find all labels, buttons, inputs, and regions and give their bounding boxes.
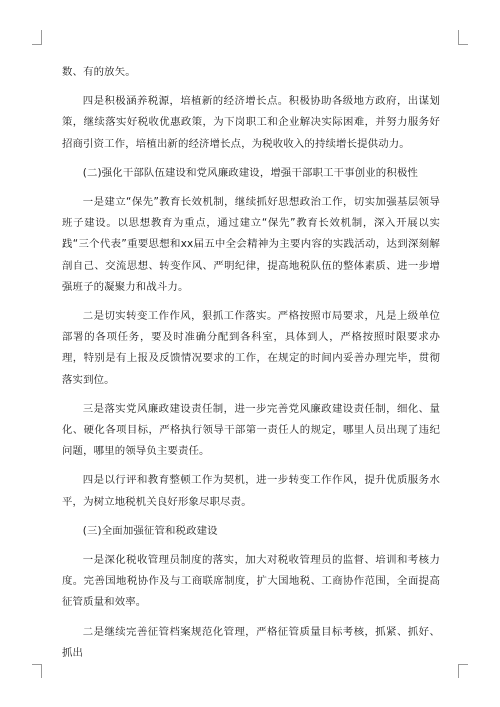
paragraph-2-work-style: 二是切实转变工作作风，狠抓工作落实。严格按照市局要求，凡是上级单位部署的各项任务，要及时准确分配到各科室，具体到人，严格按照时限要求办理，特别是有上报及反馈情况要求的工作，在规定的时间内妥善办理完毕，贯彻落实到位。 [62,310,440,386]
paragraph-1-education: 一是建立“保先”教育长效机制，继续抓好思想政治工作，切实加强基层领导班子建设。以思想教育为重点，通过建立“保先”教育长效机制，深入开展以实践“三个代表”重要思想和xx届五中全会精神为主要内容的实践活动，达到深刻解剖自己、交流思想、转变作风、严明纪律，提高地税队伍的整体素质、进一步增强班子的凝聚力和战斗力。 [62,196,440,293]
section-heading-3: (三)全面加强征管和税政建设 [82,524,218,537]
paragraph-4-service: 四是以行评和教育整顿工作为契机，进一步转变工作作风，提升优质服务水平，为树立地税机关良好形象尽职尽责。 [62,474,440,508]
paragraph-3-integrity: 三是落实党风廉政建设责任制，进一步完善党风廉政建设责任制，细化、量化、硬化各项目标，严格执行领导干部第一责任人的规定，哪里人员出现了违纪问题，哪里的领导负主要责任。 [62,402,440,458]
section-heading-2: (二)强化干部队伍建设和党风廉政建设，增强干部职工干事创业的积极性 [82,166,418,179]
paragraph-continuation: 数、有的放矢。 [62,66,136,78]
document-body [62,62,440,664]
paragraph-1-tax-manager: 一是深化税收管理员制度的落实，加大对税收管理员的监督、培训和考核力度。完善国地税协作及与工商联席制度，扩大国地税、工商协作范围，全面提高征管质量和效率。 [62,554,440,609]
paragraph-4-tax-source: 四是积极涵养税源，培植新的经济增长点。积极协助各级地方政府，出谋划策，继续落实好税收优惠政策，为下岗职工和企业解决实际困难，并努力服务好招商引资工作，培植出新的经济增长点，为税收收入的持续增长提供动力。 [62,95,440,150]
paragraph-2-archives: 二是继续完善征管档案规范化管理，严格征管质量目标考核，抓紧、抓好、抓出 [62,625,440,659]
